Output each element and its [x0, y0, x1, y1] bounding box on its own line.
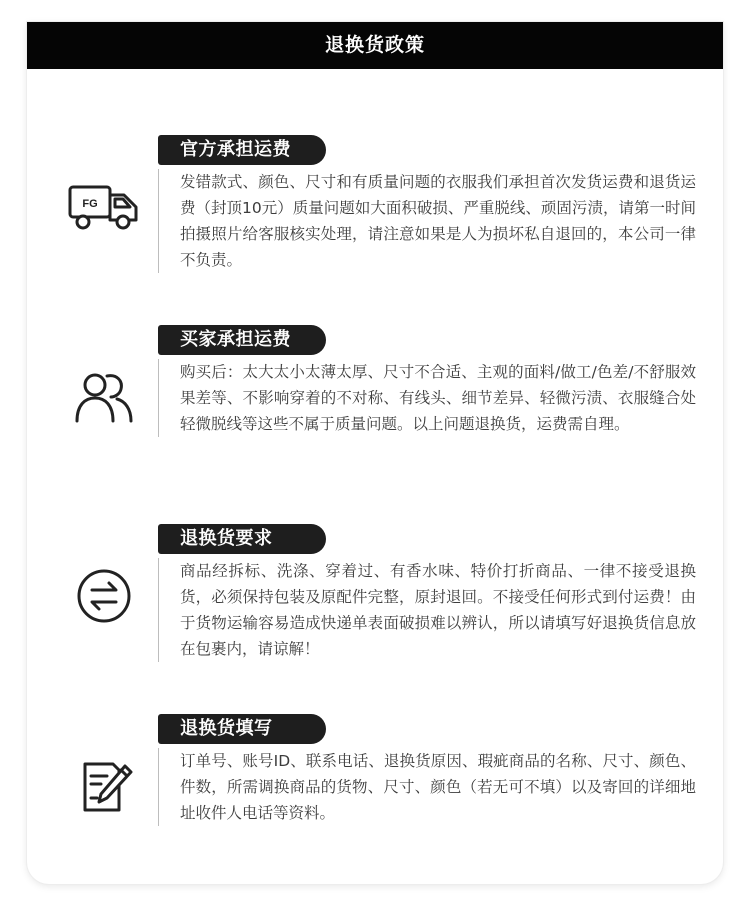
exchange-icon [67, 568, 141, 624]
section-body: 发错款式、颜色、尺寸和有质量问题的衣服我们承担首次发货运费和退货运费（封顶10元）质量问题如大面积破损、严重脱线、顽固污渍，请第一时间拍摄照片给客服核实处理，请注意如果是人为损坏私自退回的，本公司一律不负责。 [158, 169, 696, 273]
section-body: 商品经拆标、洗涤、穿着过、有香水味、特价打折商品、一律不接受退换货，必须保持包装及原配件完整，原封退回。不接受任何形式到付运费！由于货物运输容易造成快递单表面破损难以辨认，所以请填写好退换货信息放在包裹内，请谅解！ [158, 558, 696, 662]
form-edit-icon [67, 758, 141, 814]
users-icon [67, 369, 141, 425]
truck-icon-text: FG [82, 198, 98, 210]
page-title: 退换货政策 [27, 22, 723, 69]
section-title: 退换货填写 [158, 714, 326, 744]
return-policy-card [27, 22, 723, 884]
section-title: 买家承担运费 [158, 325, 326, 355]
section-title: 官方承担运费 [158, 135, 326, 165]
section-body: 订单号、账号ID、联系电话、退换货原因、瑕疵商品的名称、尺寸、颜色、件数，所需调换商品的货物、尺寸、颜色（若无可不填）以及寄回的详细地址收件人电话等资料。 [158, 748, 696, 826]
section-body: 购买后：太大太小太薄太厚、尺寸不合适、主观的面料/做工/色差/不舒服效果差等、不影响穿着的不对称、有线头、细节差异、轻微污渍、衣服缝合处轻微脱线等这些不属于质量问题。以上问题退换货，运费需自理。 [158, 359, 696, 437]
truck-icon [67, 179, 141, 235]
section-title: 退换货要求 [158, 524, 326, 554]
